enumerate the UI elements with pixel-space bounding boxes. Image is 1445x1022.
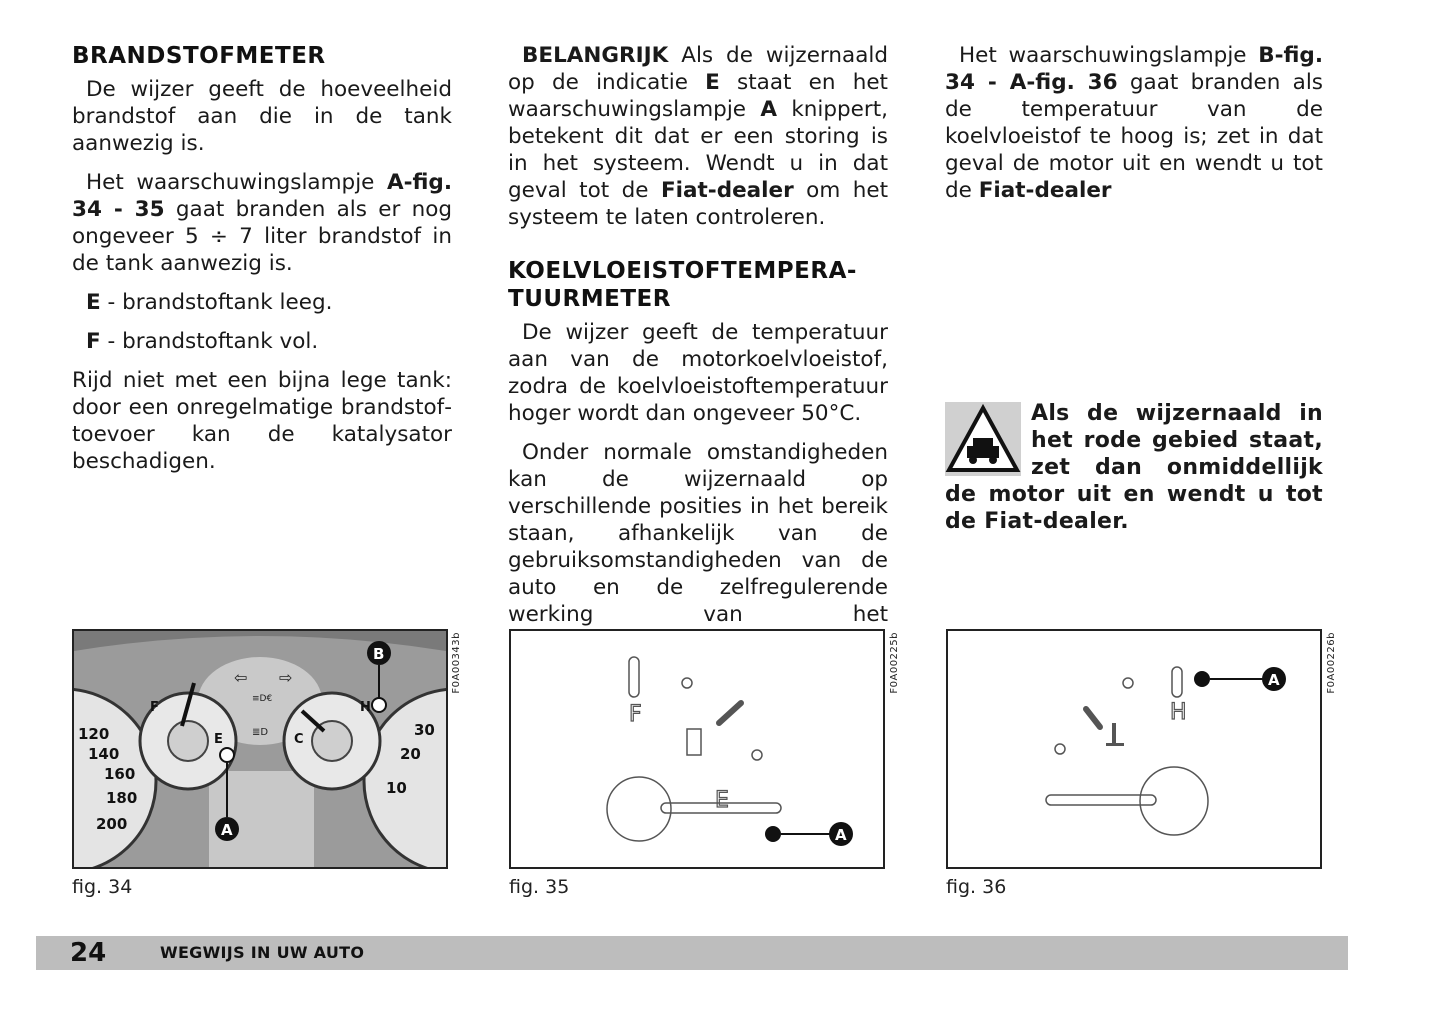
svg-text:A: A (835, 826, 847, 844)
svg-text:C: C (294, 732, 304, 747)
figure-35-caption: fig. 35 (509, 876, 570, 898)
fuel-empty-tank-note: Rijd niet met een bijna lege tank: door een onregelmatige brandstoftoevoer kan de katalysator beschadigen. (72, 368, 452, 474)
svg-text:A: A (221, 821, 233, 839)
svg-text:10: 10 (386, 779, 407, 797)
svg-text:H: H (360, 700, 371, 715)
svg-text:180: 180 (106, 789, 138, 807)
figure-36-code: F0A00226b (1326, 632, 1337, 694)
coolant-intro: De wijzer geeft de temperatuur aan van de motorkoelvloeistof, zodra de koelvloeistoftemperatuur hoger wordt dan ongeveer 50°C. (508, 320, 888, 426)
heading-fuel-gauge: BRANDSTOFMETER (72, 43, 326, 69)
svg-text:F: F (150, 700, 159, 715)
coolant-normal-conditions: Onder normale omstandigheden kan de wijzernaald op verschillende posities in het bereik staan, afhankelijk van de gebruiksomstandigheden van de auto en de zelfregulerende werking van het (508, 440, 888, 627)
heading-coolant-temperature: KOELVLOEISTOFTEMPERA-TUURMETER (508, 258, 857, 312)
svg-text:H: H (1170, 700, 1187, 725)
svg-text:F: F (629, 702, 642, 727)
svg-text:⇦: ⇦ (234, 668, 248, 687)
fuel-e-definition: E - brandstoftank leeg. (86, 290, 333, 315)
page-footer (36, 936, 1348, 970)
page-number: 24 (70, 938, 107, 968)
svg-text:200: 200 (96, 815, 128, 833)
fuel-intro: De wijzer geeft de hoeveelheid brandstof aan die in de tank aanwezig is. (72, 77, 452, 156)
svg-text:30: 30 (414, 721, 435, 739)
svg-text:120: 120 (78, 725, 110, 743)
svg-text:E: E (715, 788, 729, 813)
svg-text:≣D: ≣D (252, 727, 269, 738)
svg-text:20: 20 (400, 745, 421, 763)
section-title: WEGWIJS IN UW AUTO (160, 943, 365, 962)
figure-34-caption: fig. 34 (72, 876, 133, 898)
figure-35-fuel-gauge (509, 629, 885, 869)
svg-text:140: 140 (88, 745, 120, 763)
coolant-warning-light: Het waarschuwingslampje B-fig. 34 - A-fig. 36 gaat branden als de temperatuur van de koelvloeistof te hoog is; zet in dat geval de motor uit en wendt u tot de Fiat-dealer (945, 43, 1323, 203)
figure-36-temperature-gauge (946, 629, 1322, 869)
svg-text:E: E (214, 732, 223, 747)
svg-text:≡D€: ≡D€ (252, 694, 273, 704)
warning-box (945, 400, 1323, 535)
fuel-f-definition: F - brandstoftank vol. (86, 329, 319, 354)
figure-36-caption: fig. 36 (946, 876, 1007, 898)
svg-text:⇨: ⇨ (279, 668, 293, 687)
svg-text:B: B (373, 645, 385, 663)
svg-text:160: 160 (104, 765, 136, 783)
figure-34-code: F0A00343b (451, 632, 462, 694)
important-note: BELANGRIJK Als de wijzernaald op de indicatie E staat en het waarschuwingslampje A knippert, betekent dit dat er een storing is in het systeem. Wendt u in dat geval tot de Fiat-dealer om het systeem te laten controleren. (508, 43, 889, 230)
overheat-warning-text: Als de wijzernaald in het rode gebied staat, zet dan onmiddellijk de motor uit en wendt u tot de Fiat-dealer. (945, 401, 1323, 534)
warning-triangle-car-icon (945, 402, 1021, 476)
column-temperature (508, 42, 888, 667)
fuel-warning-light: Het waarschuwingslampje A-fig. 34 - 35 gaat branden als er nog ongeveer 5 ÷ 7 liter brandstof in de tank aanwezig is. (72, 170, 453, 276)
column-coolant-warning (945, 42, 1323, 216)
svg-text:A: A (1268, 671, 1280, 689)
column-fuel-gauge (72, 42, 452, 487)
figure-34-instrument-panel (72, 629, 448, 869)
figure-35-code: F0A00225b (889, 632, 900, 694)
